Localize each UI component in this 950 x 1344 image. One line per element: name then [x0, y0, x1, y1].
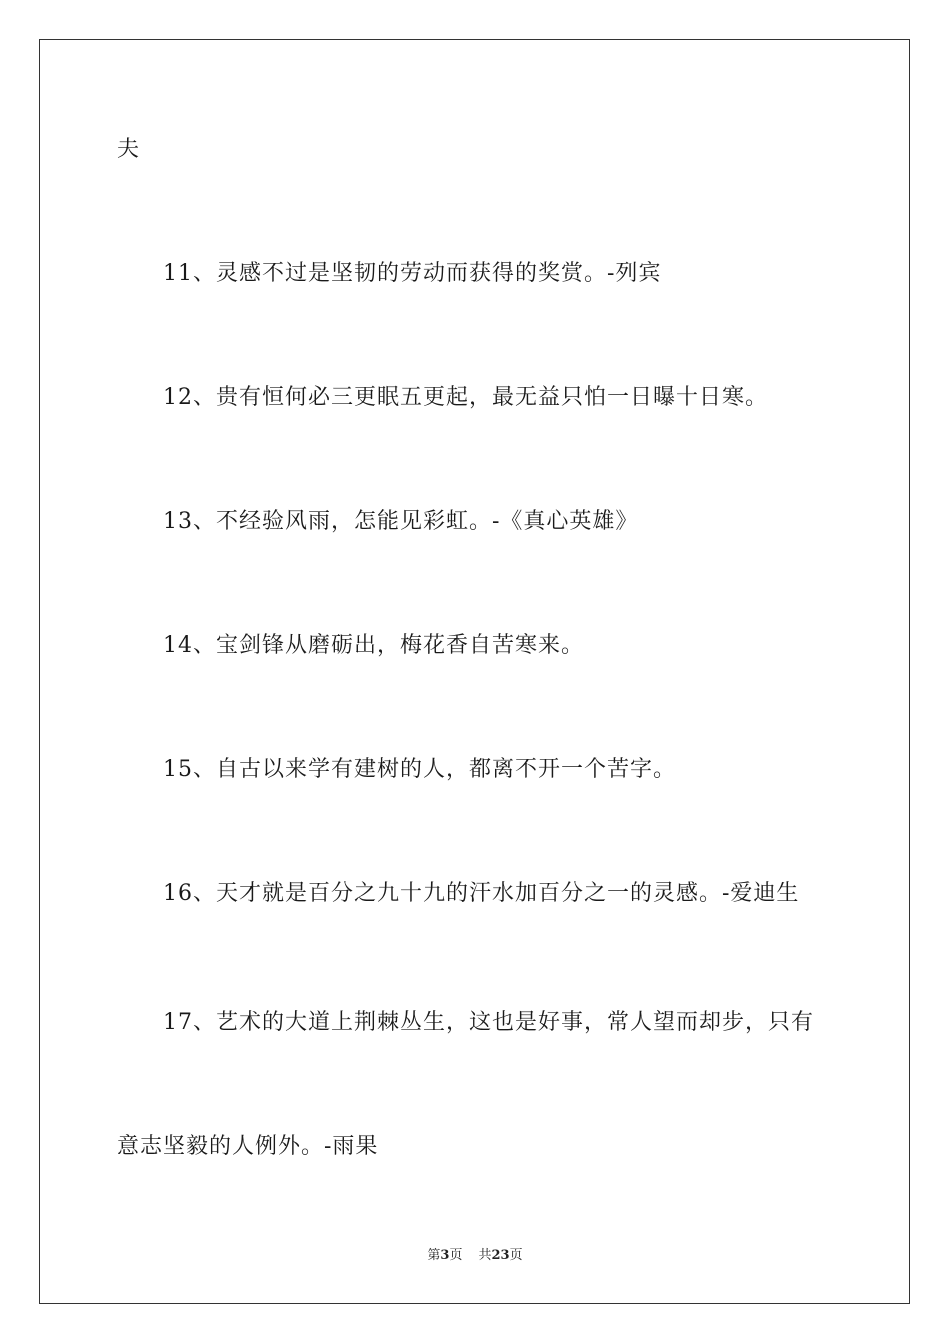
total-suffix: 页 — [509, 1248, 523, 1263]
quote-16: 16、天才就是百分之九十九的汗水加百分之一的灵感。-爱迪生 — [163, 881, 800, 906]
page-prefix: 第 — [427, 1248, 441, 1263]
page-number: 3 — [440, 1248, 450, 1263]
text-line: 夫 — [117, 137, 141, 162]
quote-14: 14、宝剑锋从磨砺出，梅花香自苦寒来。 — [163, 633, 584, 658]
total-prefix: 共 — [478, 1248, 492, 1263]
quote-15: 15、自古以来学有建树的人，都离不开一个苦字。 — [163, 757, 676, 782]
page-frame — [39, 39, 910, 1304]
quote-17: 17、艺术的大道上荆棘丛生，这也是好事，常人望而却步，只有 — [163, 1010, 814, 1035]
page-suffix: 页 — [449, 1248, 463, 1263]
quote-11: 11、灵感不过是坚韧的劳动而获得的奖赏。-列宾 — [163, 261, 662, 286]
total-pages: 23 — [491, 1248, 510, 1263]
quote-17-continuation: 意志坚毅的人例外。-雨果 — [117, 1134, 379, 1159]
page-footer — [0, 1247, 950, 1265]
quote-13: 13、不经验风雨，怎能见彩虹。-《真心英雄》 — [163, 509, 639, 534]
quote-12: 12、贵有恒何必三更眠五更起，最无益只怕一日曝十日寒。 — [163, 385, 768, 410]
